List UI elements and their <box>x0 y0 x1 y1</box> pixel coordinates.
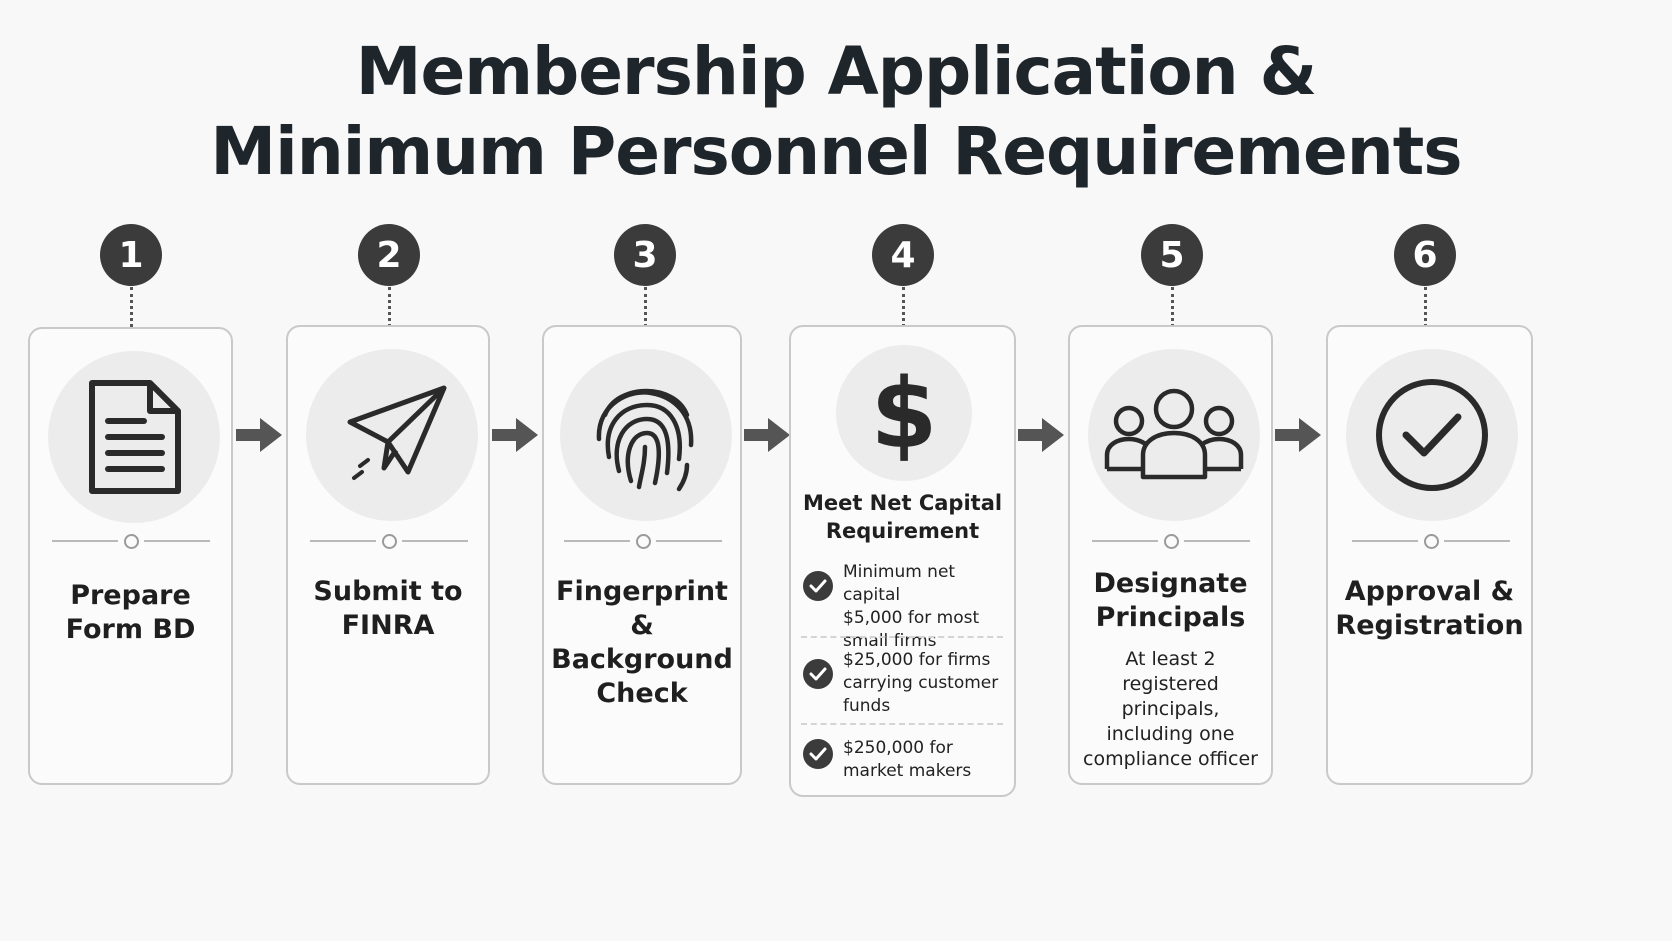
step-5-number-badge: 5 <box>1141 224 1203 286</box>
fingerprint-icon <box>591 375 701 495</box>
requirement-text-2: $25,000 for firms carrying customer funds <box>843 650 999 716</box>
requirement-item-2 <box>791 649 1014 719</box>
step-2-card <box>286 325 490 785</box>
dollar-icon <box>864 363 944 463</box>
requirement-item-1 <box>791 561 1014 651</box>
paper-plane-icon <box>332 380 452 490</box>
arrow-right-icon <box>236 418 284 452</box>
people-group-icon <box>1099 385 1249 485</box>
requirement-separator <box>801 723 1003 725</box>
step-6-divider <box>1352 534 1510 548</box>
step-4-connector <box>902 287 905 327</box>
check-icon <box>803 659 833 689</box>
step-3-number-badge: 3 <box>614 224 676 286</box>
step-5-connector <box>1171 287 1174 327</box>
page-title <box>0 32 1672 192</box>
step-3-divider <box>564 534 722 548</box>
step-5-description: At least 2 registered principals, including one compliance officer <box>1083 648 1258 770</box>
requirement-text-1: Minimum net capital $5,000 for most small firms <box>843 562 980 651</box>
requirement-item-3 <box>791 737 1014 787</box>
requirement-text-3: $250,000 for market makers <box>843 738 972 781</box>
arrow-right-icon <box>744 418 792 452</box>
step-2-icon-circle <box>306 349 478 521</box>
step-4-card <box>789 325 1016 797</box>
arrow-right-icon <box>492 418 540 452</box>
step-4-label: Meet Net Capital Requirement <box>802 491 1003 543</box>
step-1-label: Prepare Form BD <box>65 580 196 645</box>
page-title-line-2: Minimum Personnel Requirements <box>210 113 1462 190</box>
arrow-right-icon <box>1018 418 1066 452</box>
arrow-right-icon <box>1275 418 1323 452</box>
step-5-label: Designate Principals <box>1093 568 1248 633</box>
svg-text:$: $ <box>870 363 938 463</box>
step-1-card <box>28 327 233 785</box>
document-icon <box>84 377 184 497</box>
checkmark-circle-icon <box>1372 375 1492 495</box>
step-1-divider <box>52 534 210 548</box>
step-6-icon-circle <box>1346 349 1518 521</box>
check-icon <box>803 571 833 601</box>
step-3-card <box>542 325 742 785</box>
step-3-connector <box>644 287 647 327</box>
step-1-connector <box>130 287 133 327</box>
step-6-label: Approval & Registration <box>1335 576 1524 641</box>
requirement-separator <box>801 636 1003 638</box>
step-2-divider <box>310 534 468 548</box>
step-4-icon-circle <box>836 345 972 481</box>
step-5-card <box>1068 325 1273 785</box>
step-5-divider <box>1092 534 1250 548</box>
step-6-connector <box>1424 287 1427 327</box>
page-title-line-1: Membership Application & <box>355 33 1317 110</box>
step-6-card <box>1326 325 1533 785</box>
step-3-icon-circle <box>560 349 732 521</box>
step-5-icon-circle <box>1088 349 1260 521</box>
step-4-number-badge: 4 <box>872 224 934 286</box>
step-6-number-badge: 6 <box>1394 224 1456 286</box>
step-2-connector <box>388 287 391 327</box>
step-2-number-badge: 2 <box>358 224 420 286</box>
step-2-label: Submit to FINRA <box>313 576 463 641</box>
step-1-icon-circle <box>48 351 220 523</box>
step-3-label: Fingerprint & Background Check <box>551 576 733 709</box>
step-1-number-badge: 1 <box>100 224 162 286</box>
check-icon <box>803 739 833 769</box>
